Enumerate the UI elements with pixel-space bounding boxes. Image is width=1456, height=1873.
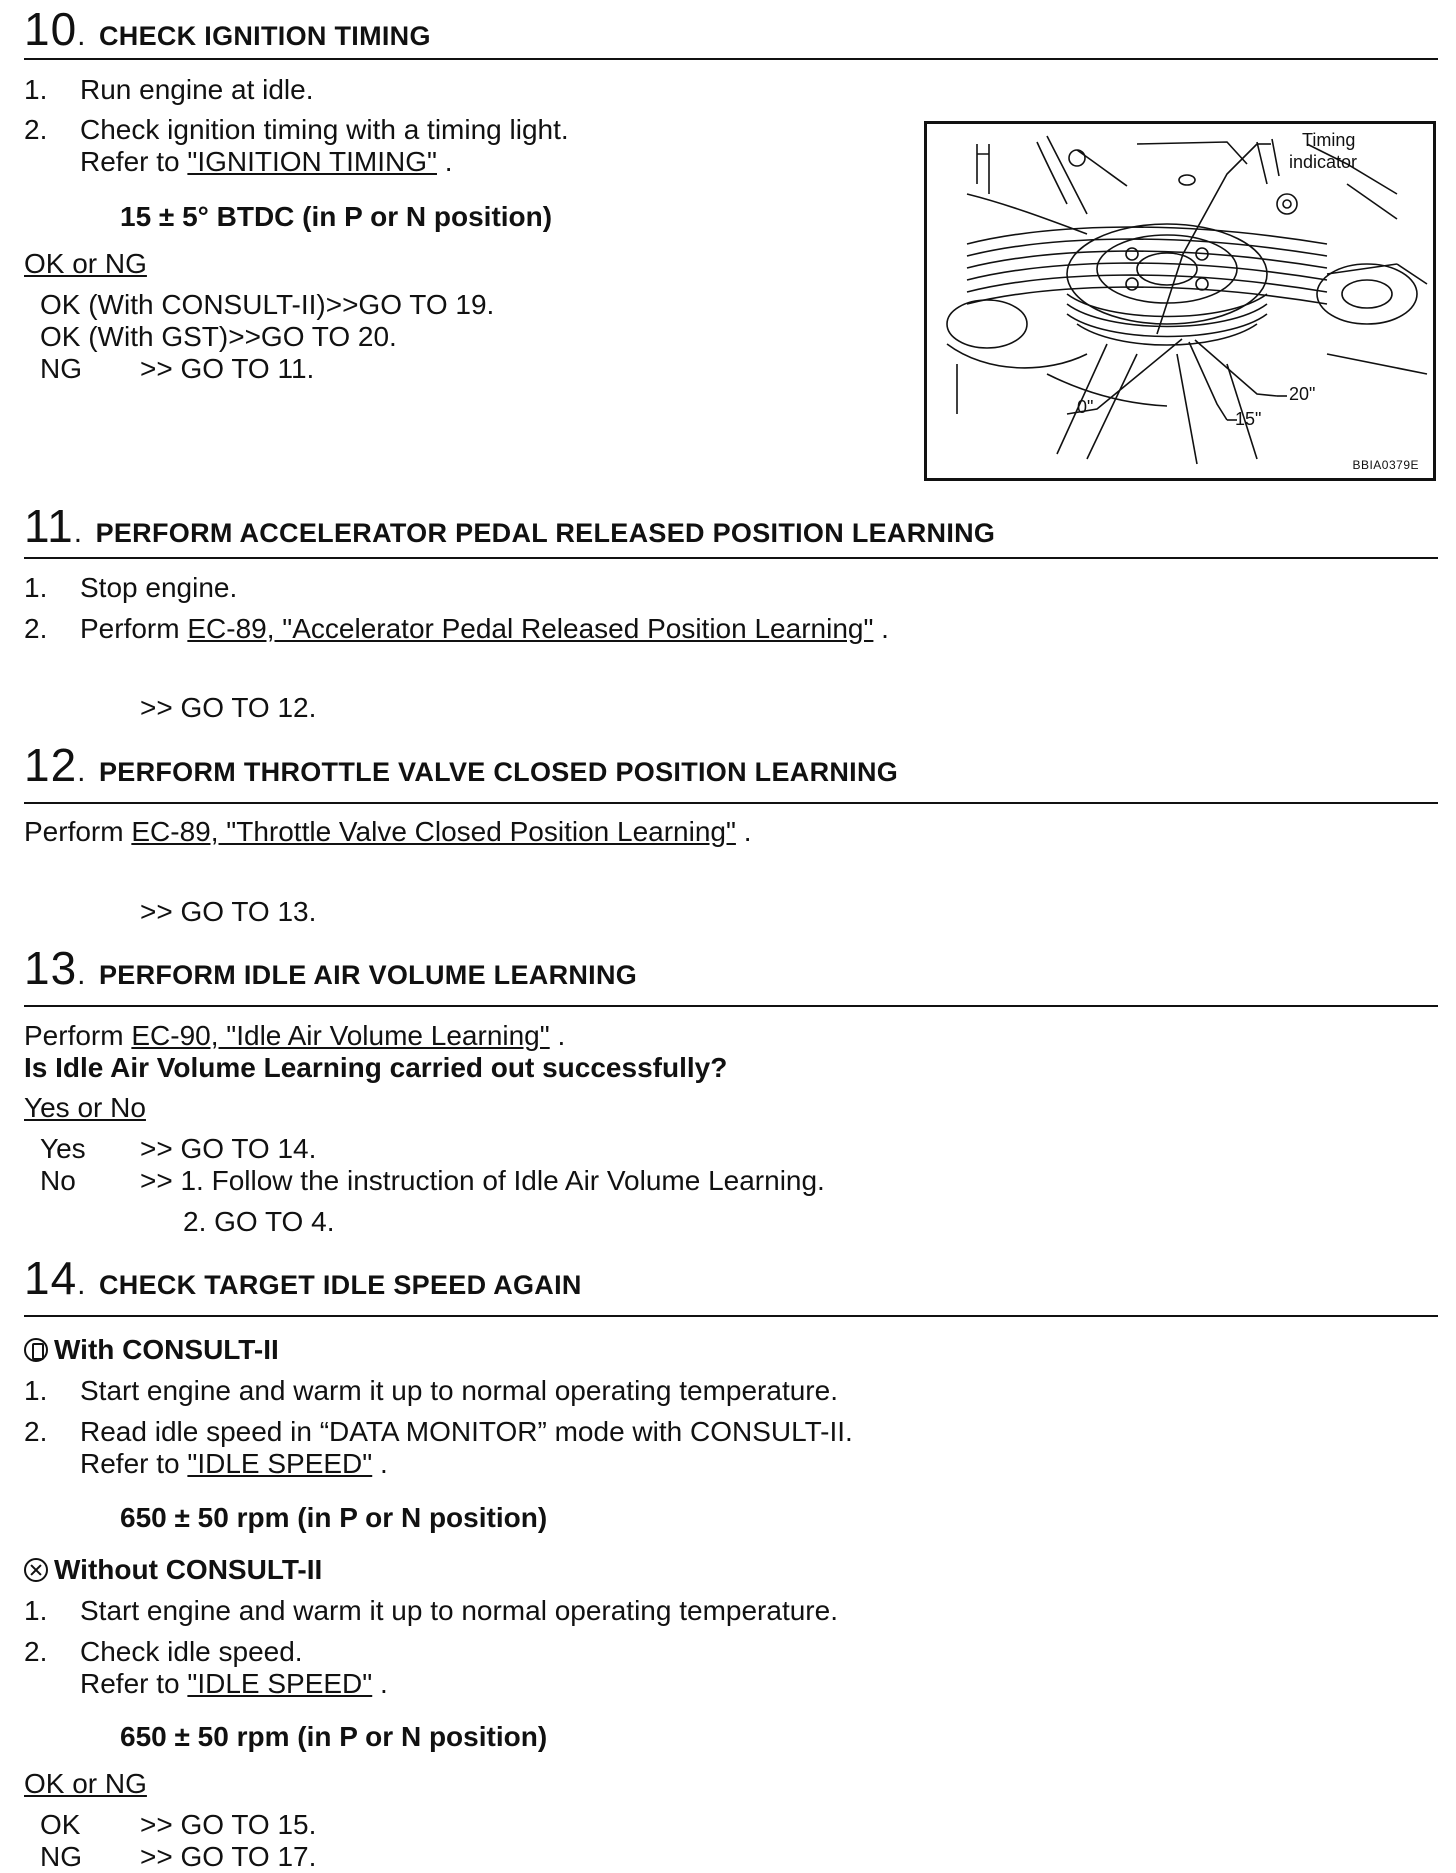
idle-air-volume-learning-link[interactable]: EC-90, "Idle Air Volume Learning" (131, 1020, 550, 1051)
item-text: Check idle speed. (80, 1636, 303, 1667)
consult-icon (24, 1338, 48, 1362)
item-number: 1. (24, 1375, 48, 1406)
without-consult-heading: Without CONSULT-II (24, 1554, 322, 1586)
result-action: >> GO TO 15. (140, 1809, 317, 1840)
step-11-header (24, 500, 1438, 559)
result-action: >> GO TO 14. (140, 1133, 317, 1164)
item-number: 1. (24, 1595, 48, 1626)
no-consult-icon (24, 1558, 48, 1582)
spec-value: 650 ± 50 rpm (in P or N position) (120, 1502, 548, 1533)
item-number: 2. (24, 613, 48, 644)
manual-page: 10. CHECK IGNITION TIMING 1. Run engine at idle. 2. Check ignition timing with a timing light. Refer to "IGNITION TIMING" . 15 ± 5° BTDC (in P or N position) OK or NG OK (With CONSULT-II)>>GO TO 19. OK (With GST)>>GO TO 20. NG >> GO TO 11. Timing indicator 0" 15" 20" BBIA0379E 11. PERFORM ACCELERATOR PEDAL RELEASED POSITION LEARNING 1. Stop engine. 2. Perform EC-89, "Accelerator Pedal Released Position Learning" . >> GO TO 12. 12. PERFORM THROTTLE VALVE CLOSED POSITION LEARNING Perform EC-89, "Throttle Valve Closed Position Learning" . >> GO TO 13. 13. PERFORM IDLE AIR VOLUME LEARNING Perform EC-90, "Idle Air Volume Learning" . Is Idle Air Volume Learning carried out successfully? Yes or No Yes >> GO TO 14. No >> 1. Follow the instruction of Idle Air Volume Learning. 2. GO TO 4. 14. CHECK TARGET IDLE SPEED AGAIN With CONSULT-II 1. Start engine and warm it up to normal operating temperature. 2. Read idle speed in “DATA MONITOR” mode with CONSULT-II. Refer to "IDLE SPEED" . 650 ± 50 rpm (in P or N position) Without CONSULT-II 1. Start engine and warm it up to normal operating temperature. 2. Check idle speed. Refer to "IDLE SPEED" . 650 ± 50 rpm (in P or N position) OK or NG OK >> GO TO 15. NG >> GO TO 17. (0, 0, 1456, 1872)
step-title: PERFORM THROTTLE VALVE CLOSED POSITION LEARNING (98, 757, 899, 787)
goto-line: >> GO TO 12. (140, 692, 317, 723)
step-number: 12. (24, 739, 87, 791)
perform-line: Perform EC-90, "Idle Air Volume Learning" . (24, 1020, 566, 1051)
idle-speed-link[interactable]: "IDLE SPEED" (187, 1668, 373, 1699)
refer-line: Refer to "IDLE SPEED" . (80, 1668, 388, 1699)
spec-value: 650 ± 50 rpm (in P or N position) (120, 1721, 548, 1752)
step-12-header (24, 739, 1438, 804)
figure-label: Timing (1302, 130, 1356, 150)
item-number: 2. (24, 1636, 48, 1667)
result-action: >> 1. Follow the instruction of Idle Air Volume Learning. (140, 1165, 825, 1196)
figure-id: BBIA0379E (1352, 458, 1419, 472)
idle-speed-link[interactable]: "IDLE SPEED" (187, 1448, 373, 1479)
item-text: Check ignition timing with a timing light. (80, 114, 569, 145)
item-number: 2. (24, 114, 48, 145)
check-label: Yes or No (24, 1092, 146, 1123)
item-text: Start engine and warm it up to normal operating temperature. (80, 1375, 838, 1406)
step-14-header (24, 1252, 1438, 1317)
item-text: Start engine and warm it up to normal operating temperature. (80, 1595, 838, 1626)
result-action: >> GO TO 17. (140, 1841, 317, 1872)
result-key: OK (With GST)>>GO TO 20. (40, 321, 397, 352)
item-text: Run engine at idle. (80, 74, 314, 105)
step-title: PERFORM ACCELERATOR PEDAL RELEASED POSITION LEARNING (95, 518, 996, 548)
step-number: 11. (24, 500, 84, 552)
result-key: Yes (40, 1133, 86, 1164)
question: Is Idle Air Volume Learning carried out successfully? (24, 1052, 728, 1083)
result-key: NG (40, 353, 82, 384)
with-consult-heading: With CONSULT-II (24, 1334, 279, 1366)
perform-line: Perform EC-89, "Throttle Valve Closed Position Learning" . (24, 816, 752, 847)
item-number: 2. (24, 1416, 48, 1447)
refer-line: Refer to "IDLE SPEED" . (80, 1448, 388, 1479)
step-10-header (24, 3, 1438, 60)
item-number: 1. (24, 74, 48, 105)
step-13-header (24, 942, 1438, 1007)
item-number: 1. (24, 572, 48, 603)
result-key: OK (40, 1809, 81, 1840)
result-action: >> GO TO 11. (140, 353, 315, 384)
item-text: Stop engine. (80, 572, 238, 603)
check-label: OK or NG (24, 1768, 147, 1799)
result-key: No (40, 1165, 76, 1196)
step-title: CHECK IGNITION TIMING (98, 21, 431, 51)
step-number: 14. (24, 1252, 87, 1304)
timing-figure (924, 121, 1436, 481)
step-title: PERFORM IDLE AIR VOLUME LEARNING (98, 960, 638, 990)
figure-label: 0" (1077, 397, 1094, 417)
throttle-valve-learning-link[interactable]: EC-89, "Throttle Valve Closed Position Learning" (131, 816, 736, 847)
step-number: 10. (24, 3, 87, 55)
result-key: OK (With CONSULT-II)>>GO TO 19. (40, 289, 495, 320)
refer-line: Refer to "IGNITION TIMING" . (80, 146, 453, 177)
figure-label: 20" (1289, 384, 1316, 404)
check-label: OK or NG (24, 248, 147, 279)
ignition-timing-link[interactable]: "IGNITION TIMING" (187, 146, 437, 177)
engine-pulley-illustration (927, 124, 1433, 478)
spec-value: 15 ± 5° BTDC (in P or N position) (120, 201, 553, 232)
item-text: Read idle speed in “DATA MONITOR” mode with CONSULT-II. (80, 1416, 853, 1447)
result-action: 2. GO TO 4. (183, 1206, 335, 1237)
result-key: NG (40, 1841, 82, 1872)
figure-label: 15" (1235, 409, 1262, 429)
accelerator-pedal-learning-link[interactable]: EC-89, "Accelerator Pedal Released Position Learning" (187, 613, 874, 644)
step-number: 13. (24, 942, 87, 994)
step-title: CHECK TARGET IDLE SPEED AGAIN (98, 1270, 582, 1300)
figure-label: indicator (1289, 152, 1358, 172)
goto-line: >> GO TO 13. (140, 896, 317, 927)
